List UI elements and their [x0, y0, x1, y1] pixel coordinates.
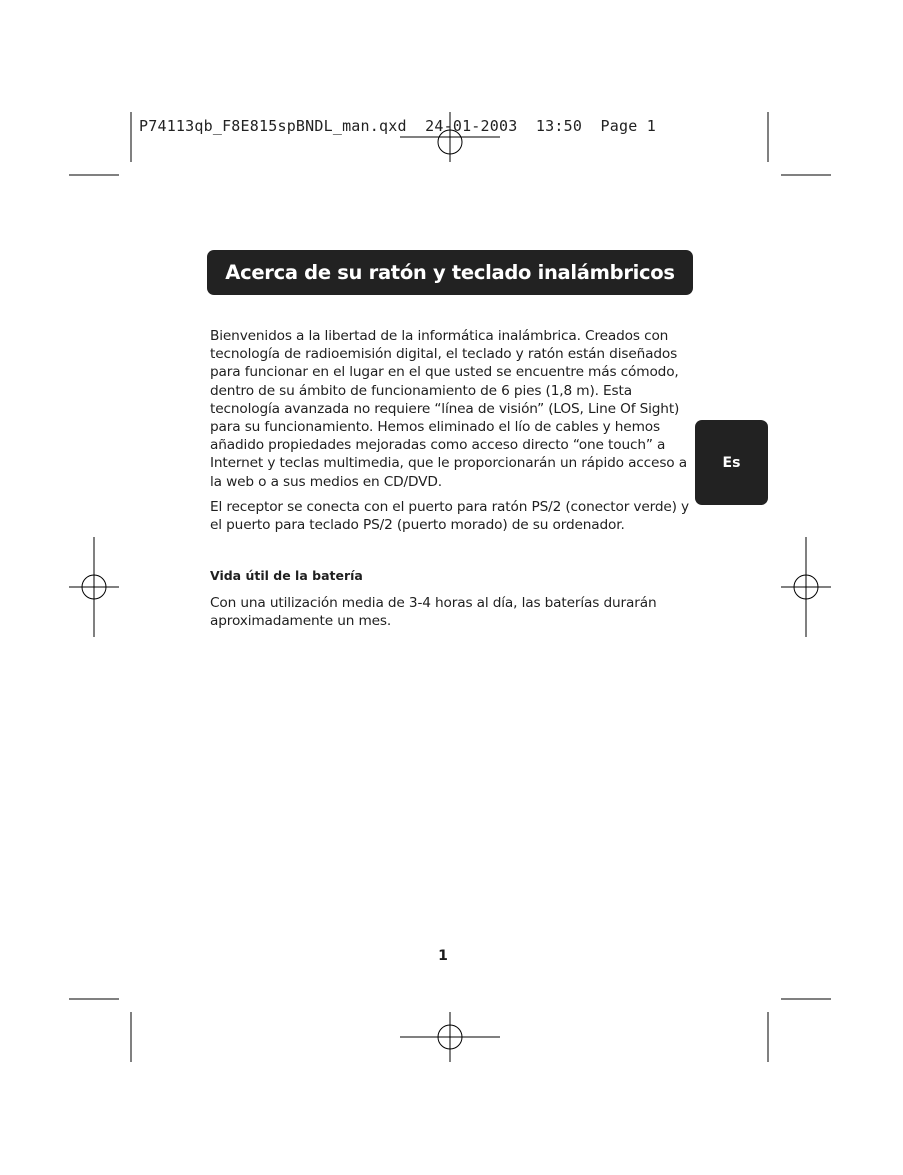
registration-mark-right: [781, 537, 831, 637]
language-tab: [695, 420, 768, 505]
registration-mark-bottom: [400, 1012, 500, 1062]
page-number: 1: [438, 948, 448, 964]
receiver-paragraph: El receptor se conecta con el puerto para ratón PS/2 (conector verde) y el puerto para teclado PS/2 (puerto morado) de su ordenador.: [210, 499, 690, 534]
file-slug-line: P74113qb_F8E815spBNDL_man.qxd 24-01-2003 13:50 Page 1: [139, 117, 656, 135]
language-tab-label: Es: [722, 454, 741, 471]
section-title-bar: [207, 250, 693, 295]
section-title: Acerca de su ratón y teclado inalámbricos: [225, 261, 675, 284]
registration-mark-left: [69, 537, 119, 637]
battery-heading: Vida útil de la batería: [210, 568, 363, 583]
intro-paragraph: Bienvenidos a la libertad de la informática inalámbrica. Creados con tecnología de radioemisión digital, el teclado y ratón están diseñados para funcionar en el lugar en el que usted se encuentre más cómodo, dentro de su ámbito de funcionamiento de 6 pies (1,8 m). Esta tecnología avanzada no requiere “línea de visión” (LOS, Line Of Sight) para su funcionamiento. Hemos eliminado el lío de cables y hemos añadido propiedades mejoradas como acceso directo “one touch” a Internet y teclas multimedia, que le proporcionarán un rápido acceso a la web o a sus medios en CD/DVD.: [210, 328, 687, 490]
battery-paragraph: Con una utilización media de 3-4 horas al día, las baterías durarán aproximadamente un mes.: [210, 595, 657, 630]
